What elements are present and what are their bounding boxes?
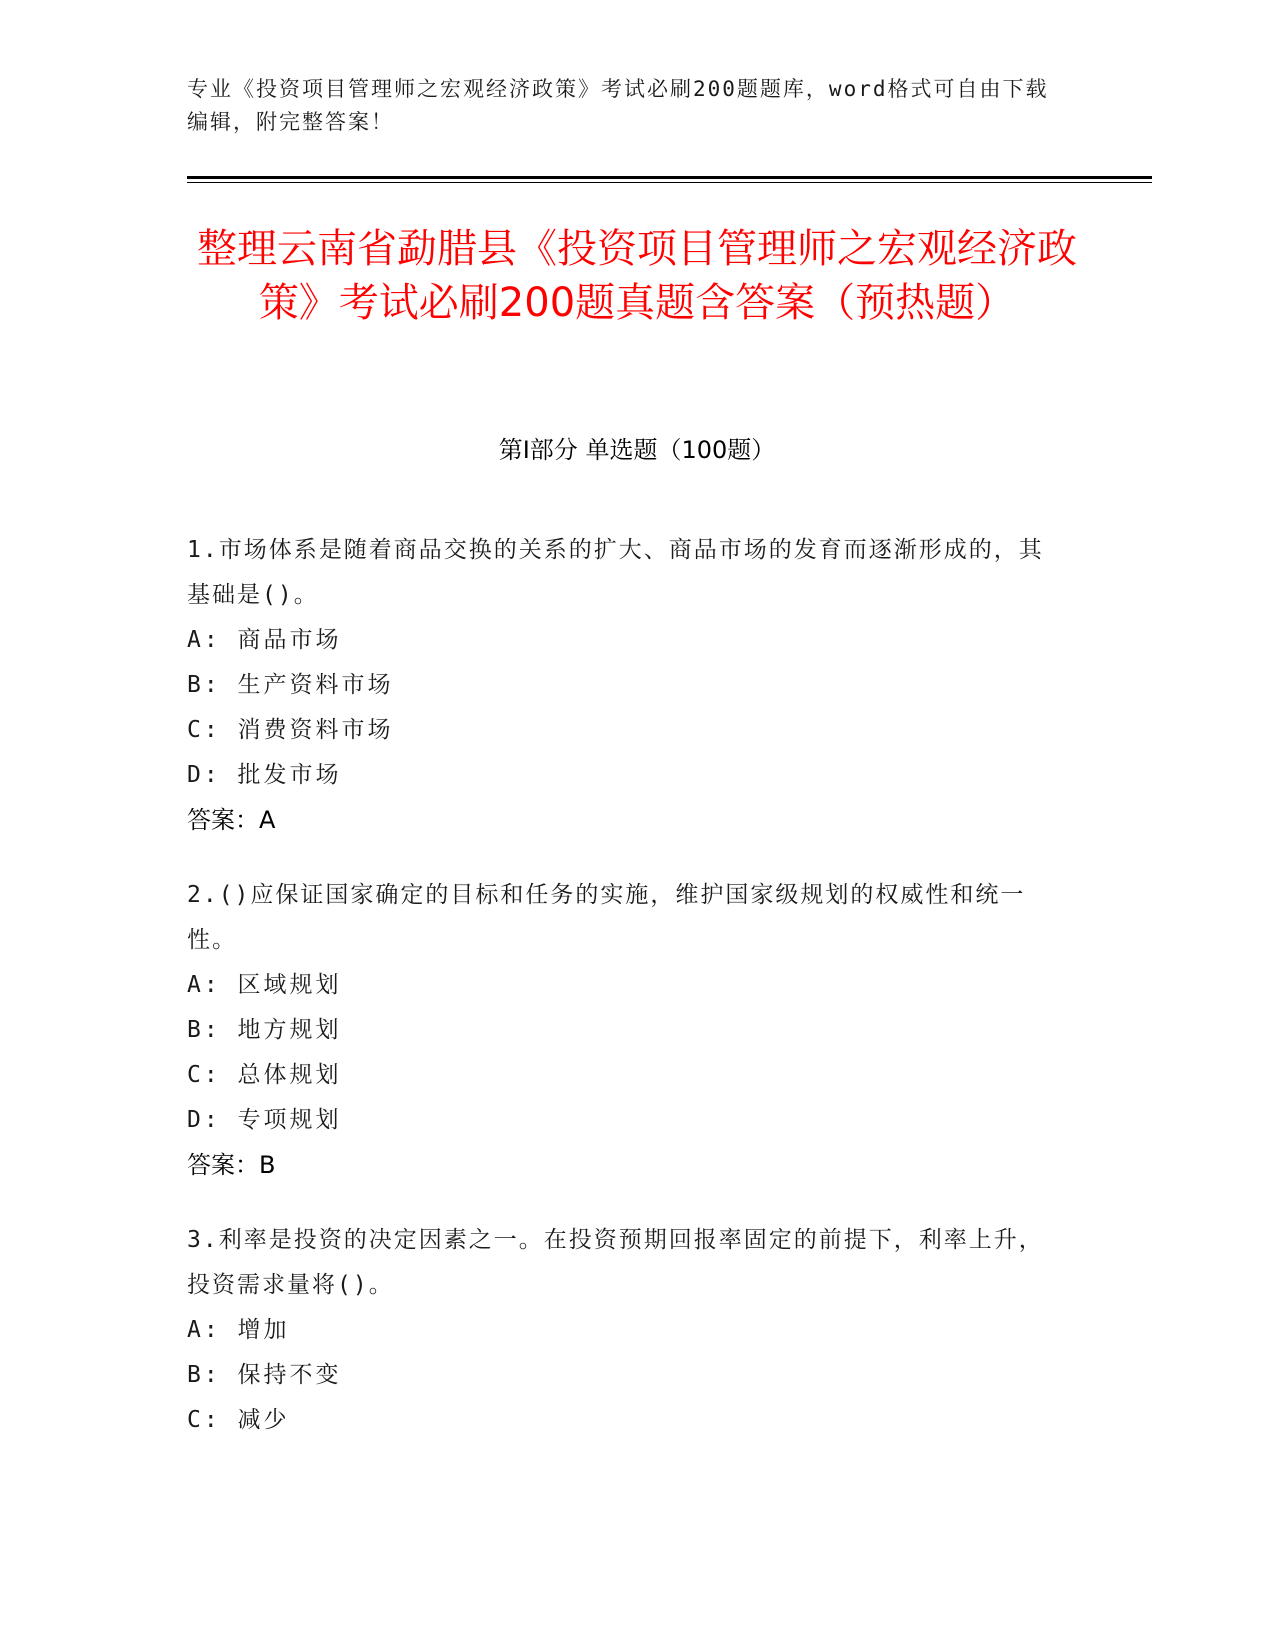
header-divider-thick: [187, 176, 1152, 179]
document-title: 整理云南省勐腊县《投资项目管理师之宏观经济政策》考试必刷200题真题含答案（预热题）: [197, 226, 1077, 326]
answer-line: 答案：A: [187, 806, 276, 834]
option-a: A: 增加: [187, 1317, 290, 1343]
question-stem: 1.市场体系是随着商品交换的关系的扩大、商品市场的发育而逐渐形成的，其基础是()。: [187, 537, 1044, 608]
header-divider-thin: [187, 182, 1152, 183]
option-d: D: 批发市场: [187, 762, 342, 788]
option-b: B: 保持不变: [187, 1362, 342, 1388]
option-a: A: 商品市场: [187, 627, 342, 653]
section-heading: 第Ⅰ部分 单选题（100题）: [498, 436, 776, 464]
option-c: C: 减少: [187, 1407, 290, 1433]
option-c: C: 总体规划: [187, 1062, 342, 1088]
question-stem: 3.利率是投资的决定因素之一。在投资预期回报率固定的前提下，利率上升，投资需求量将()。: [187, 1227, 1044, 1298]
question-3: [187, 1218, 1067, 1443]
question-list: [187, 528, 1067, 1473]
option-d: D: 专项规划: [187, 1107, 342, 1133]
option-a: A: 区域规划: [187, 972, 342, 998]
question-2: [187, 873, 1067, 1188]
answer-line: 答案：B: [187, 1151, 276, 1179]
option-c: C: 消费资料市场: [187, 717, 394, 743]
question-stem: 2.()应保证国家确定的目标和任务的实施，维护国家级规划的权威性和统一性。: [187, 882, 1026, 953]
question-1: [187, 528, 1067, 843]
header-note: 专业《投资项目管理师之宏观经济政策》考试必刷200题题库，word格式可自由下载编辑，附完整答案！: [187, 77, 1049, 134]
option-b: B: 地方规划: [187, 1017, 342, 1043]
option-b: B: 生产资料市场: [187, 672, 394, 698]
